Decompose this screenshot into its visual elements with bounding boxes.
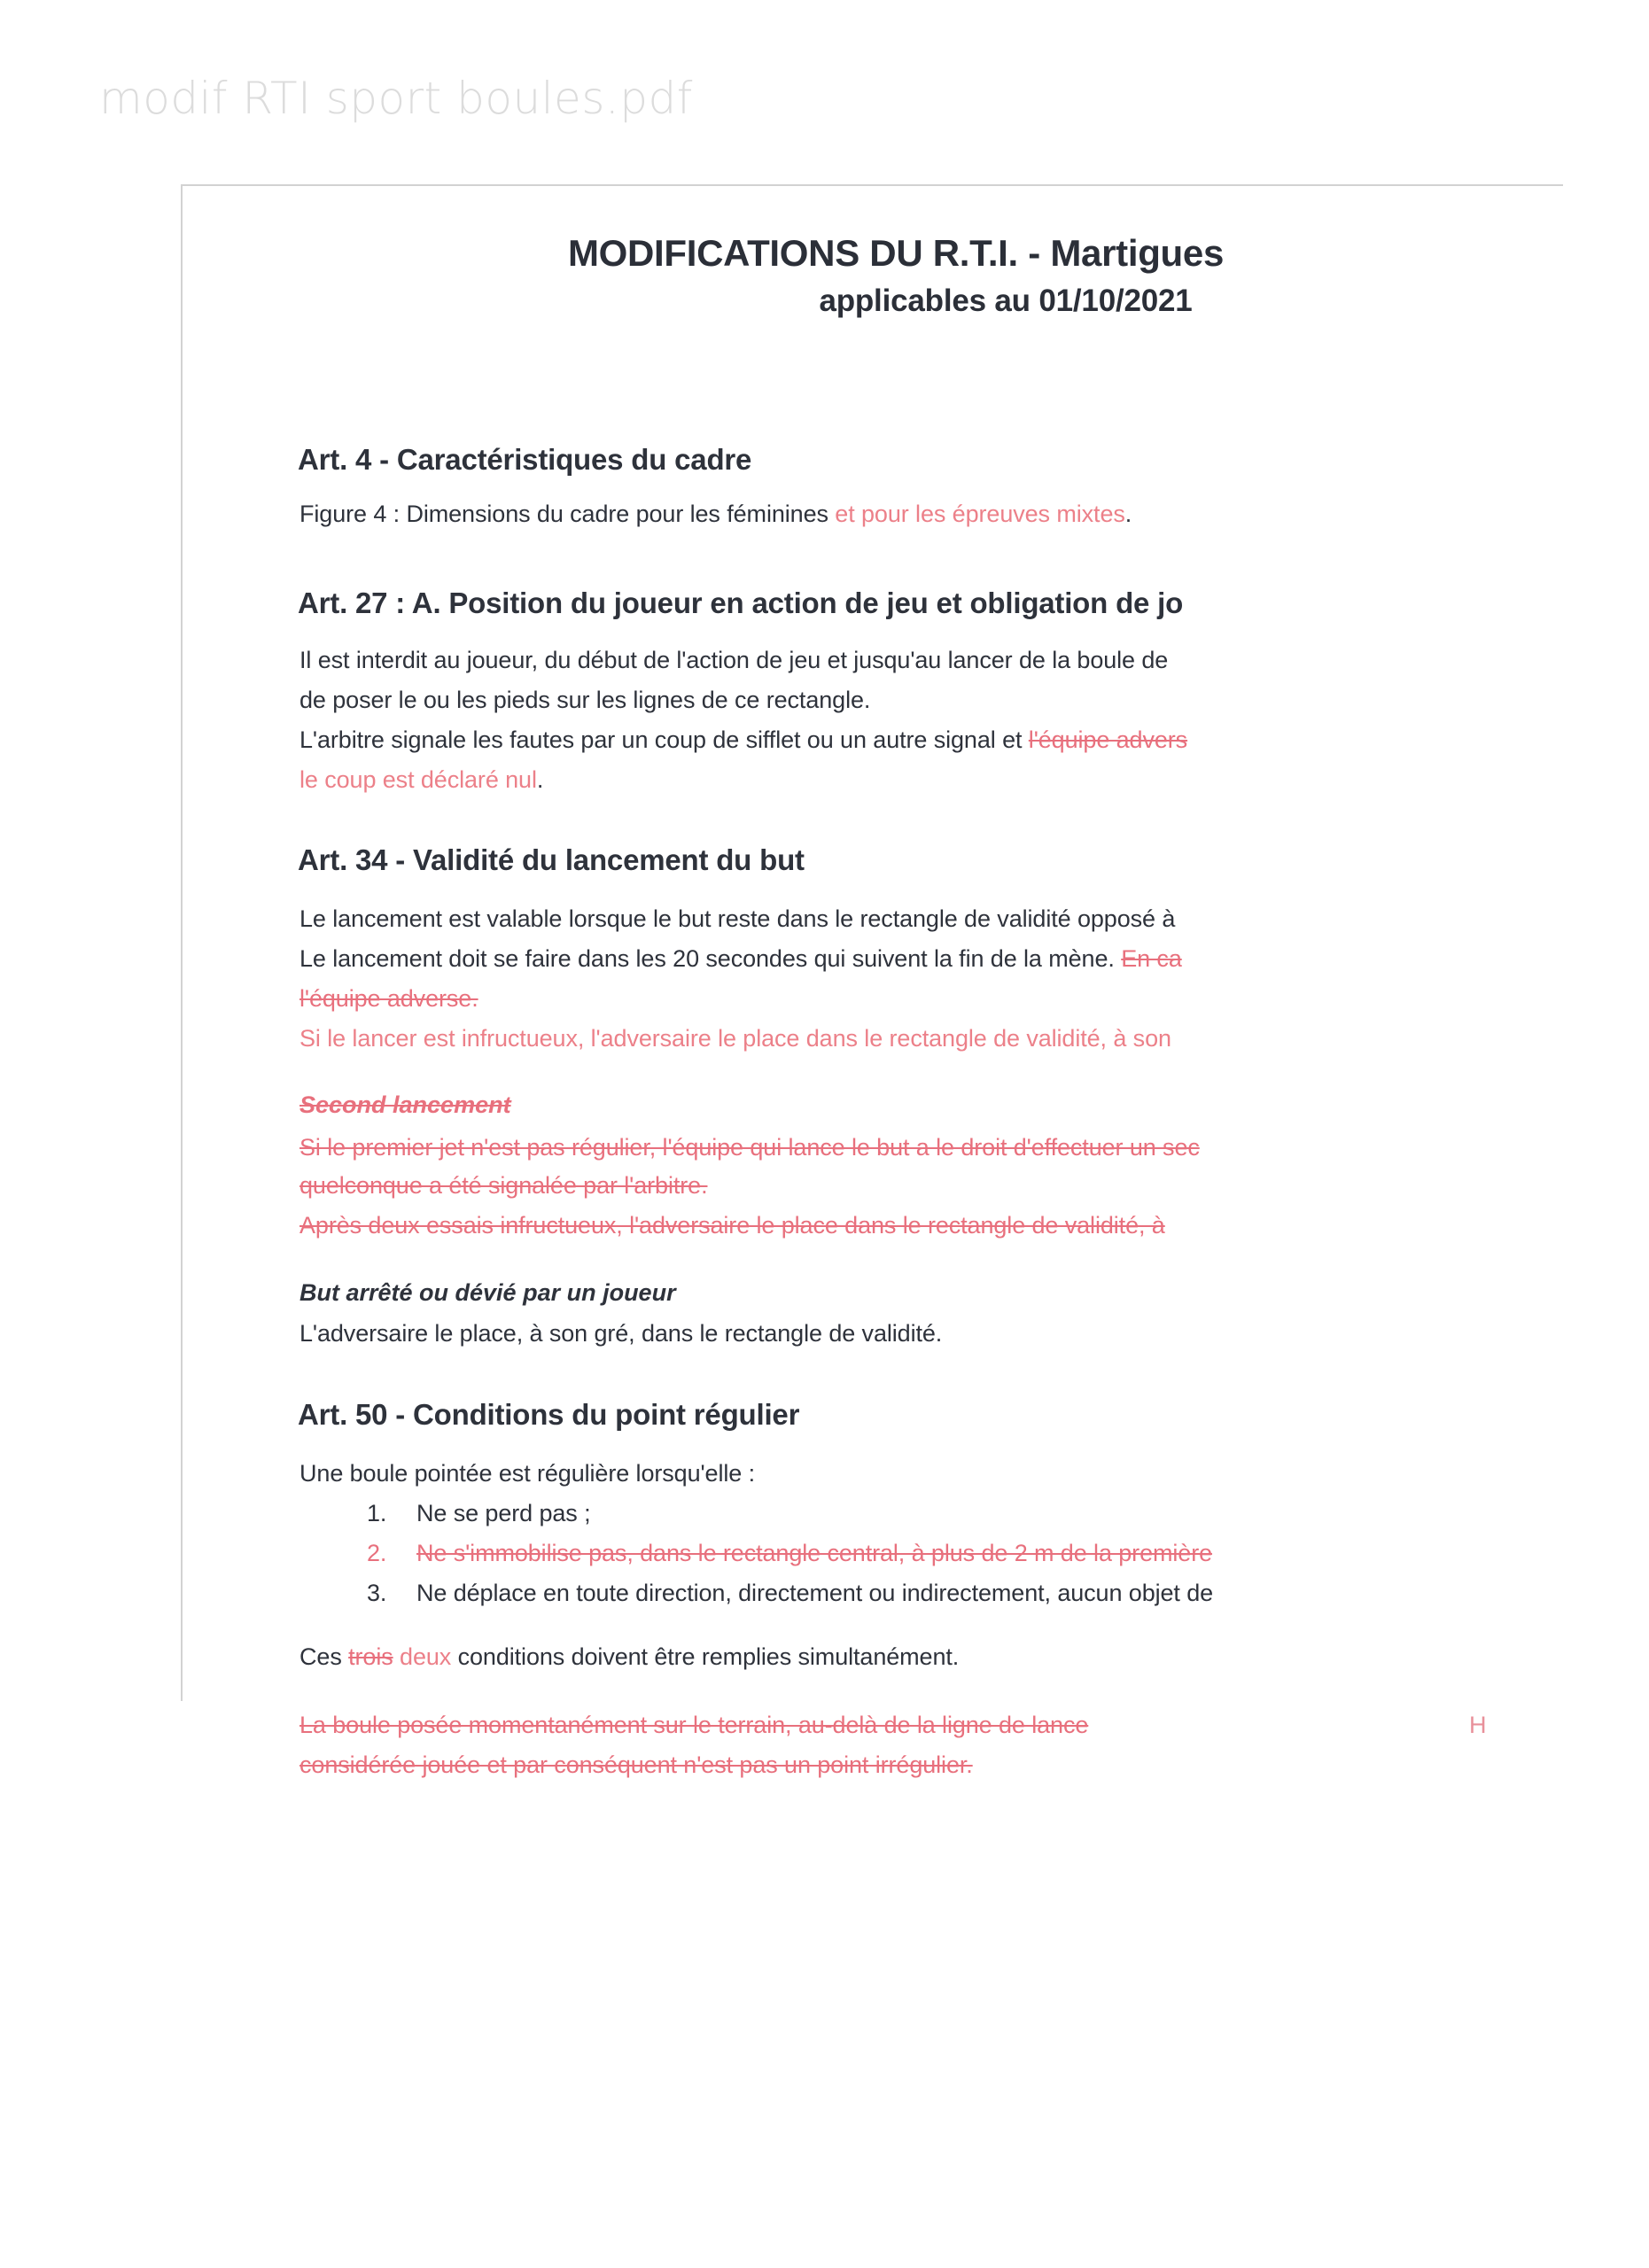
section-heading-art-4: Art. 4 - Caractéristiques du cadre	[298, 443, 752, 476]
section-art-27-line-1: Il est interdit au joueur, du début de l'action de jeu et jusqu'au lancer de la boule de	[299, 647, 1169, 673]
subsection-heading-but-arrete: But arrêté ou dévié par un joueur	[299, 1279, 676, 1306]
text-run: L'arbitre signale les fautes par un coup de sifflet ou un autre signal et	[299, 726, 1029, 753]
section-art-34-line-1: Le lancement est valable lorsque le but reste dans le rectangle de validité opposé à	[299, 905, 1176, 932]
numbered-item-text: Ne s'immobilise pas, dans le rectangle central, à plus de 2 m de la première	[416, 1540, 1212, 1566]
numbered-item-3	[367, 1580, 1213, 1607]
subsection-but-arrete-line-1: L'adversaire le place, à son gré, dans le rectangle de validité.	[299, 1320, 943, 1347]
subsection-second-lancement-line-1: Si le premier jet n'est pas régulier, l'équipe qui lance le but a le droit d'effectuer un sec	[299, 1134, 1200, 1161]
subsection-second-lancement-line-2: quelconque a été signalée par l'arbitre.	[299, 1172, 708, 1199]
text-run	[393, 1643, 400, 1670]
section-heading-art-34: Art. 34 - Validité du lancement du but	[298, 843, 805, 876]
document-subtitle: applicables au 01/10/2021	[819, 284, 1193, 318]
section-heading-art-27: Art. 27 : A. Position du joueur en action de jeu et obligation de jo	[298, 586, 1184, 619]
inserted-text-run: le coup est déclaré nul	[299, 766, 537, 793]
section-art-34-line-2	[299, 945, 1182, 973]
numbered-item-text: Ne déplace en toute direction, directement ou indirectement, aucun objet de	[416, 1580, 1214, 1606]
section-art-50-closing-line-3: considérée jouée et par conséquent n'est pas un point irrégulier.	[299, 1751, 973, 1778]
section-art-4-line-1	[299, 501, 1132, 528]
deleted-text-run: l'équipe advers	[1028, 726, 1188, 753]
section-art-50-closing-line-1	[299, 1643, 959, 1671]
text-run: .	[1124, 501, 1132, 527]
scanned-page-sheet	[181, 184, 1563, 1778]
stray-revision-mark: H	[1469, 1712, 1487, 1738]
section-art-27-line-4	[299, 766, 543, 794]
text-run: Figure 4 : Dimensions du cadre pour les féminines	[299, 501, 836, 527]
document-title: MODIFICATIONS DU R.T.I. - Martigues	[567, 232, 1225, 274]
inserted-text-run: deux	[400, 1643, 452, 1670]
deleted-text-run: trois	[348, 1643, 393, 1670]
subsection-heading-second-lancement: Second lancement	[299, 1091, 511, 1118]
subsection-second-lancement-line-3: Après deux essais infructueux, l'adversaire le place dans le rectangle de validité, à	[299, 1212, 1165, 1239]
numbered-item-marker: 2.	[367, 1540, 387, 1566]
text-run: Le lancement doit se faire dans les 20 secondes qui suivent la fin de la mène.	[299, 945, 1122, 972]
text-run: Ces	[299, 1643, 349, 1670]
numbered-item-2	[367, 1540, 1212, 1567]
section-art-27-line-2: de poser le ou les pieds sur les lignes de ce rectangle.	[299, 687, 871, 713]
section-art-50-line-1: Une boule pointée est régulière lorsqu'elle :	[299, 1460, 755, 1487]
numbered-item-marker: 1.	[367, 1500, 387, 1526]
numbered-item-text: Ne se perd pas ;	[416, 1500, 591, 1526]
document-title-block	[183, 232, 1563, 319]
deleted-text-run: En ca	[1121, 945, 1182, 972]
section-art-34-line-4: Si le lancer est infructueux, l'adversaire le place dans le rectangle de validité, à son	[299, 1025, 1171, 1052]
numbered-item-marker: 3.	[367, 1580, 387, 1606]
inserted-text-run: et pour les épreuves mixtes	[835, 501, 1125, 527]
viewer-filename-watermark: modif RTI sport boules.pdf	[99, 73, 693, 124]
section-heading-art-50: Art. 50 - Conditions du point régulier	[298, 1398, 800, 1431]
page-content	[183, 186, 1563, 1778]
section-art-34-line-3: l'équipe adverse.	[299, 985, 478, 1012]
text-run: .	[536, 766, 544, 793]
numbered-item-1	[367, 1500, 591, 1527]
text-run: conditions doivent être remplies simultanément.	[451, 1643, 960, 1670]
section-art-50-closing-line-2: La boule posée momentanément sur le terrain, au-delà de la ligne de lance	[299, 1712, 1089, 1738]
section-art-27-line-3	[299, 726, 1187, 754]
